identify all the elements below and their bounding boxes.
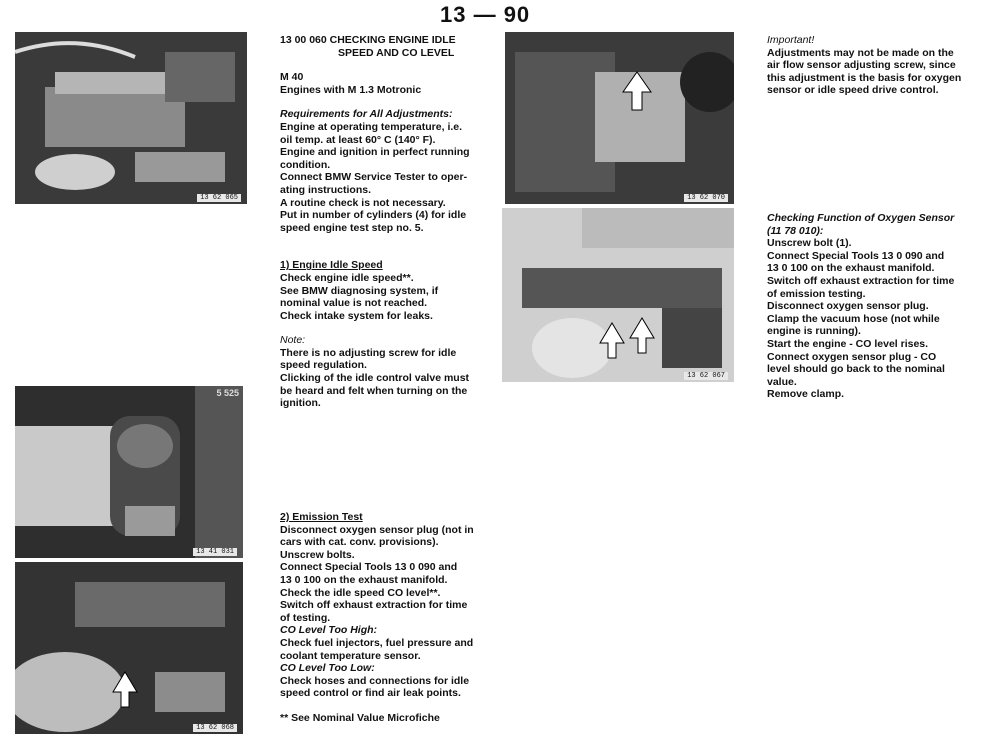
photo-corner-label: 5 525: [216, 388, 239, 398]
low-line: speed control or find air leak points.: [280, 687, 461, 700]
photo-code: 13 62 067: [684, 372, 728, 380]
engine-photo-1: [15, 32, 247, 204]
text-column-oxygen: [767, 212, 982, 401]
photo-code: 13 62 068: [193, 724, 237, 732]
o2-line: Connect Special Tools 13 0 090 and: [767, 249, 945, 262]
note-line: Clicking of the idle control valve must: [280, 372, 470, 385]
s2-line: Switch off exhaust extraction for time: [280, 599, 468, 612]
req-line: Engine and ignition in perfect running: [280, 146, 470, 159]
photo-code: 13 41 031: [193, 548, 237, 556]
s2-line: Connect Special Tools 13 0 090 and: [280, 561, 458, 574]
o2-line: Disconnect oxygen sensor plug.: [767, 300, 929, 313]
model: M 40: [280, 71, 304, 84]
s2-line: Unscrew bolts.: [280, 548, 355, 561]
text-column-important: [767, 34, 982, 97]
s2-line: cars with cat. conv. provisions).: [280, 536, 439, 549]
oxygen-sensor-illustration: [502, 208, 734, 382]
important-line: this adjustment is the basis for oxygen: [767, 71, 962, 84]
text-column-emission: [280, 511, 495, 725]
o2-line: Remove clamp.: [767, 388, 845, 401]
s1-line: nominal value is not reached.: [280, 297, 428, 310]
req-line: Engine at operating temperature, i.e.: [280, 120, 463, 133]
o2-line: Switch off exhaust extraction for time: [767, 274, 955, 287]
req-line: ating instructions.: [280, 183, 372, 196]
o2-line: value.: [767, 375, 797, 388]
o2-line: Unscrew bolt (1).: [767, 237, 852, 250]
s2-line: 13 0 100 on the exhaust manifold.: [280, 573, 448, 586]
req-line: speed engine test step no. 5.: [280, 221, 424, 234]
s1-line: Check intake system for leaks.: [280, 309, 433, 322]
section-title-2: SPEED AND CO LEVEL: [338, 46, 455, 59]
exhaust-manifold-illustration: [15, 562, 243, 734]
req-line: condition.: [280, 158, 331, 171]
note-heading: Note:: [280, 334, 306, 347]
important-heading: Important!: [767, 34, 815, 46]
important-line: Adjustments may not be made on the: [767, 46, 954, 59]
high-line: coolant temperature sensor.: [280, 649, 421, 662]
o2-line: level should go back to the nominal: [767, 363, 945, 376]
note-line: speed regulation.: [280, 359, 367, 372]
photo-code: 13 62 070: [684, 194, 728, 202]
note-line: be heard and felt when turning on the: [280, 384, 468, 397]
note-line: There is no adjusting screw for idle: [280, 346, 457, 359]
req-line: oil temp. at least 60° C (140° F).: [280, 133, 436, 146]
high-line: Check fuel injectors, fuel pressure and: [280, 636, 474, 649]
o2-line: 13 0 100 on the exhaust manifold.: [767, 262, 935, 275]
idle-valve-illustration: [15, 386, 243, 558]
text-column-main: [280, 34, 495, 410]
s1-line: See BMW diagnosing system, if: [280, 284, 439, 297]
o2-line: Clamp the vacuum hose (not while: [767, 312, 940, 325]
air-flow-sensor-illustration: [505, 32, 734, 204]
section-1-heading: 1) Engine Idle Speed: [280, 259, 383, 272]
co-high-heading: CO Level Too High:: [280, 624, 378, 637]
o2-line: engine is running).: [767, 325, 861, 338]
req-line: Connect BMW Service Tester to oper-: [280, 171, 468, 184]
o2-heading-2: (11 78 010):: [767, 224, 824, 237]
engine-photo-3: [15, 562, 243, 734]
s1-line: Check engine idle speed**.: [280, 271, 414, 284]
section-2-heading: 2) Emission Test: [280, 511, 363, 523]
photo-code: 13 62 065: [197, 194, 241, 202]
o2-line: of emission testing.: [767, 287, 866, 300]
req-line: Put in number of cylinders (4) for idle: [280, 209, 467, 222]
o2-line: Start the engine - CO level rises.: [767, 337, 929, 350]
engine-photo-4: [505, 32, 734, 204]
co-low-heading: CO Level Too Low:: [280, 662, 375, 675]
footnote: ** See Nominal Value Microfiche: [280, 711, 440, 724]
engine-photo-2: [15, 386, 243, 558]
s2-line: Check the idle speed CO level**.: [280, 586, 441, 599]
s2-line: Disconnect oxygen sensor plug (not in: [280, 523, 474, 536]
o2-heading: Checking Function of Oxygen Sensor: [767, 212, 955, 224]
section-title: 13 00 060 CHECKING ENGINE IDLE: [280, 34, 456, 46]
engine-photo-5: [502, 208, 734, 382]
requirements-heading: Requirements for All Adjustments:: [280, 108, 453, 121]
note-line: ignition.: [280, 397, 321, 410]
low-line: Check hoses and connections for idle: [280, 674, 470, 687]
req-line: A routine check is not necessary.: [280, 196, 446, 209]
important-line: sensor or idle speed drive control.: [767, 84, 939, 97]
engine-bay-illustration: [15, 32, 247, 204]
important-line: air flow sensor adjusting screw, since: [767, 59, 956, 72]
o2-line: Connect oxygen sensor plug - CO: [767, 350, 937, 363]
engines: Engines with M 1.3 Motronic: [280, 83, 422, 96]
s2-line: of testing.: [280, 611, 331, 624]
page-number: 13 — 90: [440, 2, 531, 27]
